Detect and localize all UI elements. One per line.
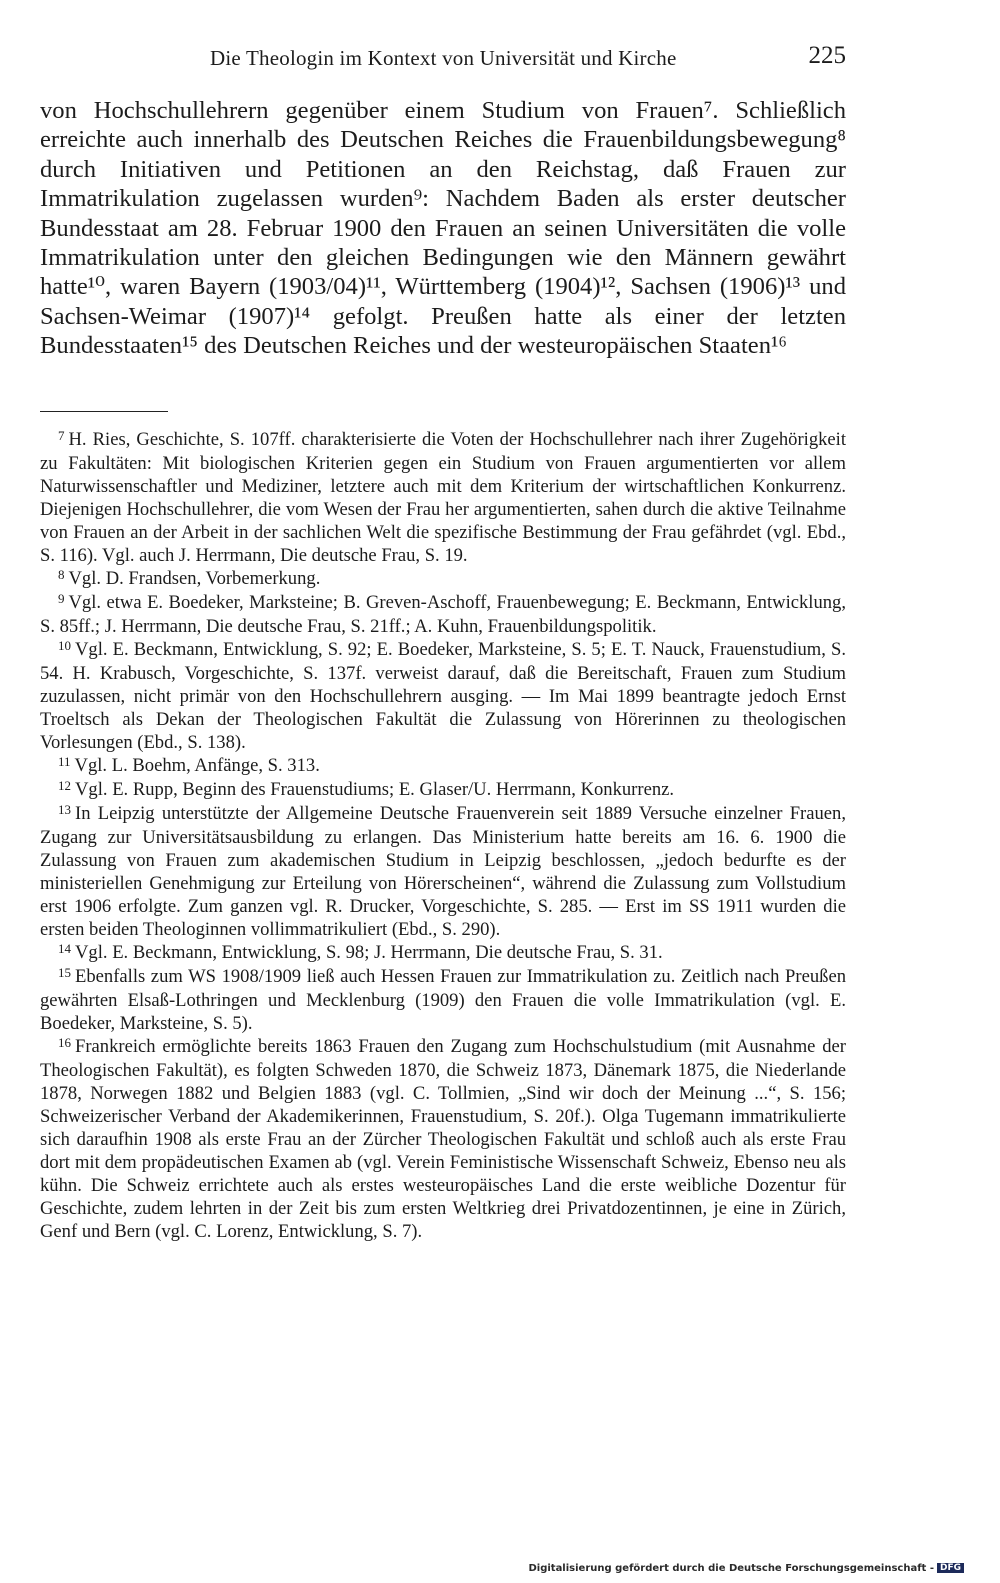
footnote-9 <box>40 591 846 638</box>
footnote-12 <box>40 778 846 802</box>
footnote-number: 8 <box>58 567 65 582</box>
footnote-text: Vgl. etwa E. Boedeker, Marksteine; B. Greven-Aschoff, Frauenbewegung; E. Beckmann, Entwicklung, S. 85ff.; J. Herrmann, Die deutsche Frau, S. 21ff.; A. Kuhn, Frauenbildungspolitik. <box>40 592 846 637</box>
footnote-number: 7 <box>58 428 65 443</box>
footnote-number: 16 <box>58 1035 71 1050</box>
footnote-text: Frankreich ermöglichte bereits 1863 Frauen den Zugang zum Hochschulstudium (mit Ausnahme der Theologischen Fakultät), es folgten Schweden 1870, die Schweiz 1873, Dänemark 1875, die Niederlande 1878, Norwegen 1882 und Belgien 1883 (vgl. C. Tollmien, „Sind wir doch der Meinung ...“, S. 156; Schweizerischer Verband der Akademikerinnen, Frauenstudium, S. 20f.). Olga Tugemann immatrikulierte sich daraufhin 1908 als erste Frau an der Zürcher Theologischen Fakultät und schloß auch als erste Frau dort mit dem propädeutischen Examen ab (vgl. Verein Feministische Wissenschaft Schweiz, Ebenso neu als kühn. Die Schweiz errichtete auch als erstes westeuropäisches Land die erste weibliche Dozentur für Geschichte, zudem lehrten in der Zeit bis zum ersten Weltkrieg drei Privatdozentinnen, je eine in Zürich, Genf und Bern (vgl. C. Lorenz, Entwicklung, S. 7). <box>40 1036 846 1242</box>
footnote-11 <box>40 754 846 778</box>
footnote-text: Vgl. D. Frandsen, Vorbemerkung. <box>68 568 321 589</box>
footnote-text: H. Ries, Geschichte, S. 107ff. charakterisierte die Voten der Hochschullehrer nach ihrer Zugehörigkeit zu Fakultäten: Mit biologischen Kriterien gegen ein Studium von Frauen argumentierten vor allem Naturwissenschaftler und Mediziner, letztere auch mit dem Kriterium der wirtschaftlichen Konkurrenz. Diejenigen Hochschullehrer, die vom Wesen der Frau her argumentierten, sahen durch die aktive Teilnahme von Frauen an der Arbeit in der sachlichen Welt die spezifische Bestimmung der Frau gefährdet (vgl. Ebd., S. 116). Vgl. auch J. Herrmann, Die deutsche Frau, S. 19. <box>40 429 846 566</box>
body-text <box>40 96 846 361</box>
digitization-footer <box>528 1563 964 1574</box>
footnote-separator <box>40 411 168 412</box>
footnote-text: Vgl. E. Rupp, Beginn des Frauenstudiums; E. Glaser/U. Herrmann, Konkurrenz. <box>75 779 675 800</box>
footnote-number: 12 <box>58 778 71 793</box>
dfg-logo: DFG <box>937 1563 964 1573</box>
footnote-number: 14 <box>58 941 71 956</box>
body-paragraph: von Hochschullehrern gegenüber einem Studium von Frauen⁷. Schließlich erreichte auch innerhalb des Deutschen Reiches die Frauenbildungsbewegung⁸ durch Initiativen und Petitionen an den Reichstag, daß Frauen zur Immatrikulation zugelassen wurden⁹: Nachdem Baden als erster deutscher Bundesstaat am 28. Februar 1900 den Frauen an seinen Universitäten die volle Immatrikulation unter den gleichen Bedingungen wie den Männern gewährt hatte¹⁰, waren Bayern (1903/04)¹¹, Württemberg (1904)¹², Sachsen (1906)¹³ und Sachsen-Weimar (1907)¹⁴ gefolgt. Preußen hatte als einer der letzten Bundesstaaten¹⁵ des Deutschen Reiches und der westeuropäischen Staaten¹⁶ <box>40 97 846 360</box>
footnote-text: Vgl. L. Boehm, Anfänge, S. 313. <box>74 755 320 776</box>
footnote-number: 11 <box>58 754 71 769</box>
footnote-text: Ebenfalls zum WS 1908/1909 ließ auch Hessen Frauen zur Immatrikulation zu. Zeitlich nach Preußen gewährten Elsaß-Lothringen und Mecklenburg (1909) den Frauen die volle Immatrikulation (vgl. E. Boedeker, Marksteine, S. 5). <box>40 966 846 1034</box>
footnote-15 <box>40 965 846 1035</box>
footnote-text: Vgl. E. Beckmann, Entwicklung, S. 92; E. Boedeker, Marksteine, S. 5; E. T. Nauck, Frauenstudium, S. 54. H. Krabusch, Vorgeschichte, S. 137f. verweist darauf, daß die Bereitschaft, Frauen zum Studium zuzulassen, nicht primär von den Hochschullehrern ausging. — Im Mai 1899 beantragte jedoch Ernst Troeltsch als Dekan der Theologischen Fakultät die Zulassung von Hörerinnen zu theologischen Vorlesungen (Ebd., S. 138). <box>40 639 846 753</box>
footnote-16 <box>40 1035 846 1243</box>
footnote-10 <box>40 638 846 754</box>
footnote-number: 15 <box>58 965 71 980</box>
footnote-14 <box>40 941 846 965</box>
footnote-7 <box>40 428 846 567</box>
footnote-number: 10 <box>58 638 71 653</box>
footnote-13 <box>40 802 846 941</box>
footnote-number: 9 <box>58 591 65 606</box>
footnotes <box>40 428 846 1243</box>
footnote-8 <box>40 567 846 591</box>
funding-note: Digitalisierung gefördert durch die Deutsche Forschungsgemeinschaft - <box>528 1563 934 1574</box>
page-number: 225 <box>808 42 846 69</box>
footnote-text: In Leipzig unterstützte der Allgemeine Deutsche Frauenverein seit 1889 Versuche einzelner Frauen, Zugang zur Universitätsausbildung zu erlangen. Das Ministerium hatte bereits am 16. 6. 1900 die Zulassung von Frauen zum akademischen Studium in Leipzig beschlossen, „jedoch bedurfte es der ministeriellen Genehmigung zur Erteilung von Hörerscheinen“, während die Zulassung zum Vollstudium erst 1906 erfolgte. Zum ganzen vgl. R. Drucker, Vorgeschichte, S. 285. — Erst im SS 1911 wurden die ersten beiden Theologinnen vollimmatrikuliert (Ebd., S. 290). <box>40 803 846 940</box>
running-title: Die Theologin im Kontext von Universität und Kirche <box>210 46 677 70</box>
footnote-number: 13 <box>58 802 71 817</box>
footnote-text: Vgl. E. Beckmann, Entwicklung, S. 98; J. Herrmann, Die deutsche Frau, S. 31. <box>75 942 663 963</box>
running-header <box>40 42 846 78</box>
